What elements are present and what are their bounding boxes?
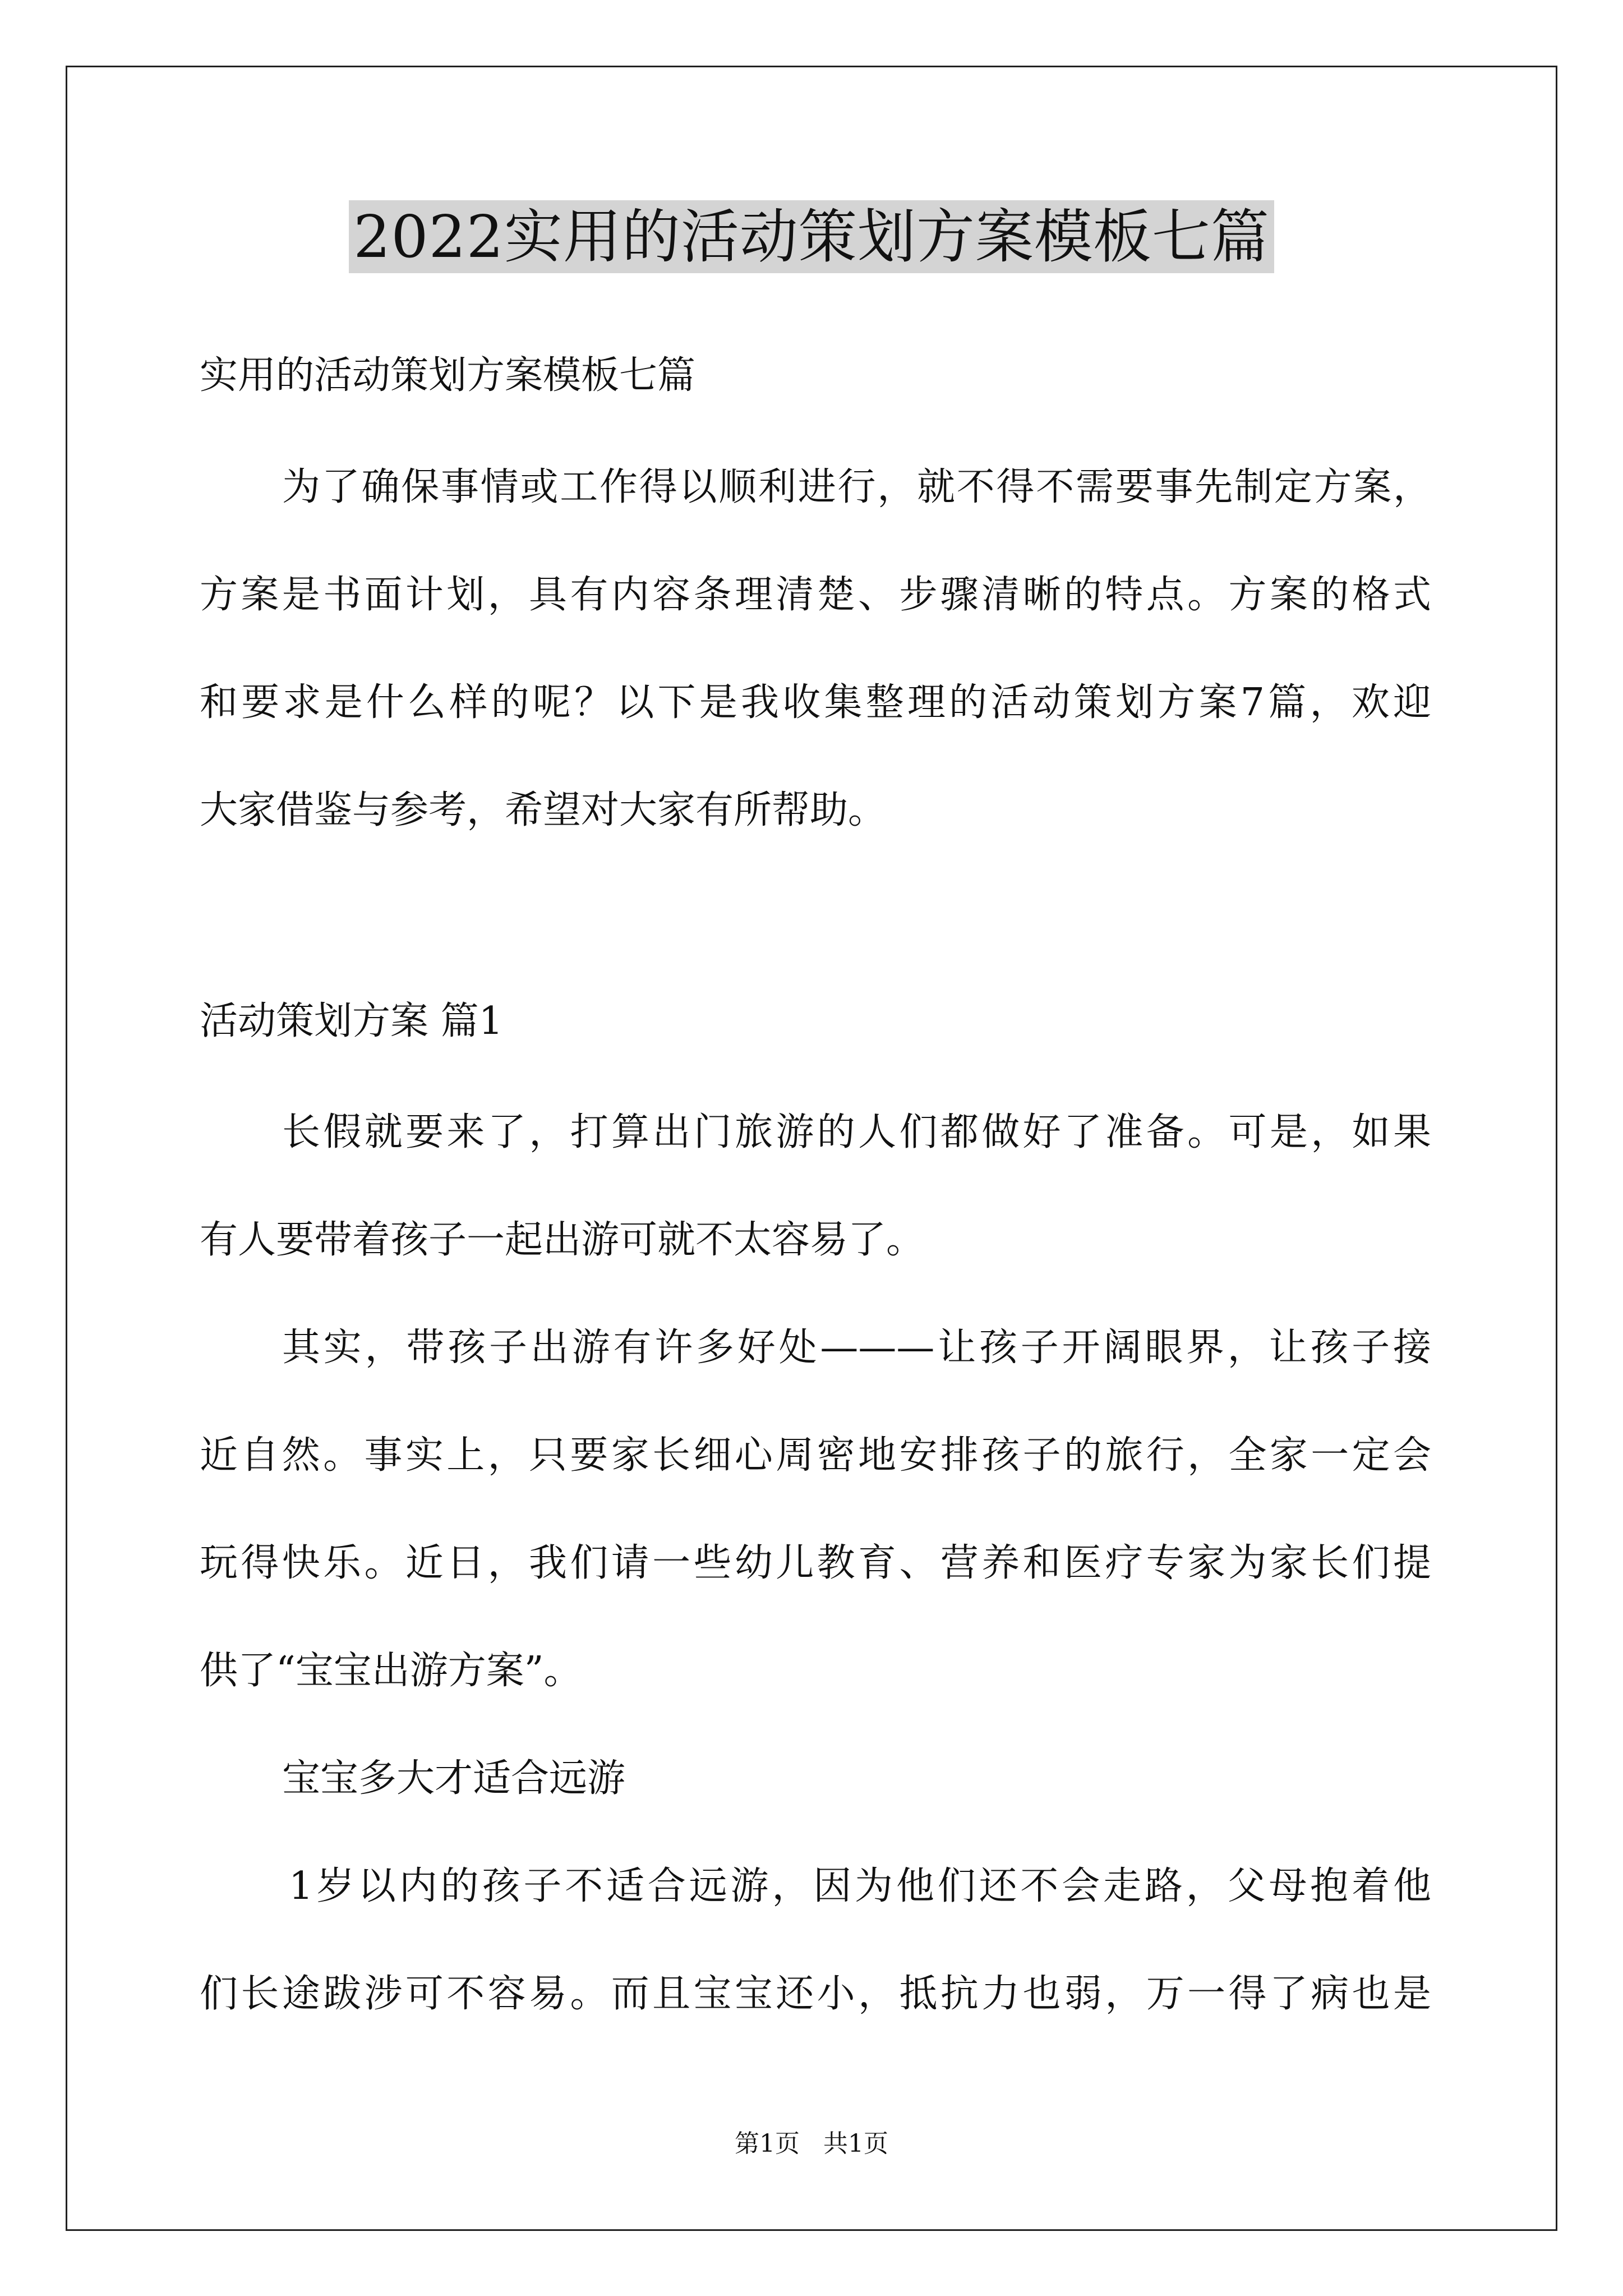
document-title [0, 197, 1623, 276]
intro-line-3: 和要求是什么样的呢？以下是我收集整理的活动策划方案7篇，欢迎 [200, 680, 1431, 725]
para2-line-4: 供了“宝宝出游方案”。 [200, 1649, 582, 1693]
intro-line-2: 方案是书面计划，具有内容条理清楚、步骤清晰的特点。方案的格式 [200, 573, 1431, 617]
page-footer: 第1页 共1页 [735, 2129, 888, 2158]
subheading: 宝宝多大才适合远游 [282, 1756, 626, 1801]
para1-line-2: 有人要带着孩子一起出游可就不太容易了。 [200, 1218, 925, 1262]
para2-line-1: 其实，带孩子出游有许多好处———让孩子开阔眼界，让孩子接 [282, 1326, 1431, 1370]
para1-line-1: 长假就要来了，打算出门旅游的人们都做好了准备。可是，如果 [282, 1110, 1431, 1154]
document-title-text: 2022实用的活动策划方案模板七篇 [349, 200, 1274, 273]
para3-line-2: 们长途跋涉可不容易。而且宝宝还小，抵抗力也弱，万一得了病也是 [200, 1972, 1431, 2016]
intro-line-4: 大家借鉴与参考，希望对大家有所帮助。 [200, 788, 887, 832]
document-subtitle: 实用的活动策划方案模板七篇 [200, 353, 696, 398]
para3-line-1: 1岁以内的孩子不适合远游，因为他们还不会走路，父母抱着他 [289, 1864, 1431, 1908]
section-heading: 活动策划方案 篇1 [200, 999, 503, 1043]
para2-line-3: 玩得快乐。近日，我们请一些幼儿教育、营养和医疗专家为家长们提 [200, 1541, 1431, 1585]
intro-line-1: 为了确保事情或工作得以顺利进行，就不得不需要事先制定方案， [282, 465, 1431, 509]
para2-line-2: 近自然。事实上，只要家长细心周密地安排孩子的旅行，全家一定会 [200, 1433, 1431, 1478]
